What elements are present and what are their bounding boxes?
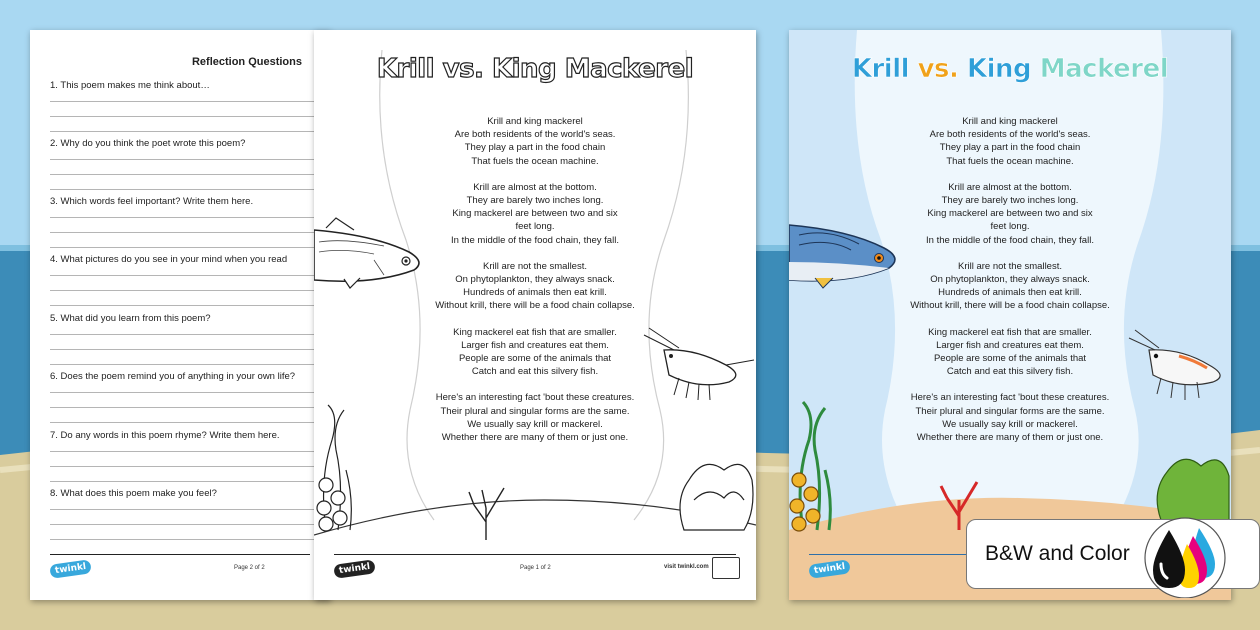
- poem-title: Krill vs. King Mackerel: [376, 54, 694, 84]
- question-3: 3. Which words feel important? Write them here.: [50, 196, 254, 207]
- answer-line: [50, 509, 330, 510]
- bw-and-color-badge: [966, 519, 1260, 589]
- title-word-krill: Krill: [851, 54, 910, 84]
- poem-line: Without krill, there will be a food chain collapse.: [435, 300, 635, 312]
- poem-line: Catch and eat this silvery fish.: [946, 366, 1074, 378]
- question-2: 2. Why do you think the poet wrote this poem?: [50, 138, 246, 149]
- poem-line: In the middle of the food chain, they fall.: [926, 234, 1094, 246]
- page-number: Page 2 of 2: [234, 565, 265, 571]
- stanza: [314, 260, 756, 313]
- coral-branch-outline-icon: [469, 488, 504, 540]
- answer-line: [50, 524, 330, 525]
- poem-line: People are some of the animals that: [458, 353, 612, 365]
- answer-line: [50, 451, 330, 452]
- poem-line: Whether there are many of them or just one.: [441, 432, 629, 444]
- answer-line: [50, 217, 330, 218]
- poem-title-color: [789, 54, 1231, 84]
- poem-line: Krill are almost at the bottom.: [473, 181, 597, 193]
- poem-line: feet long.: [515, 221, 555, 233]
- poem-line: Hundreds of animals then eat krill.: [938, 287, 1082, 299]
- poem-line: Here's an interesting fact 'bout these creatures.: [435, 392, 635, 404]
- poem-line: Their plural and singular forms are the same.: [440, 405, 630, 417]
- answer-line: [50, 392, 330, 393]
- poem-line: We usually say krill or mackerel.: [942, 418, 1078, 430]
- stanza: [789, 391, 1231, 444]
- poem-line: Krill are almost at the bottom.: [948, 181, 1072, 193]
- stanza: [789, 260, 1231, 313]
- stanza: [314, 326, 756, 379]
- poem-line: King mackerel are between two and six: [452, 208, 618, 220]
- poem-line: Their plural and singular forms are the same.: [915, 405, 1105, 417]
- title-word-vs: vs.: [917, 54, 959, 84]
- ink-drops-icon: [1135, 514, 1235, 598]
- title-word-king: King: [966, 54, 1032, 84]
- answer-line: [50, 131, 330, 132]
- question-4: 4. What pictures do you see in your mind when you read: [50, 254, 288, 265]
- coral-outline-icon: [317, 478, 347, 531]
- poem-line: Krill and king mackerel: [487, 116, 583, 127]
- poem-line: On phytoplankton, they always snack.: [455, 274, 615, 286]
- poem-line: feet long.: [990, 221, 1030, 233]
- answer-line: [50, 407, 330, 408]
- poem-line: They are barely two inches long.: [941, 195, 1079, 207]
- poem-text-color: [789, 115, 1231, 457]
- poem-line: Krill and king mackerel: [962, 116, 1058, 127]
- poem-line: People are some of the animals that: [933, 353, 1087, 365]
- poem-line: They play a part in the food chain: [464, 142, 606, 154]
- answer-line: [50, 174, 330, 175]
- stanza: [789, 181, 1231, 247]
- answer-line: [50, 189, 330, 190]
- stanza: [314, 391, 756, 444]
- poem-line: Larger fish and creatures eat them.: [461, 339, 609, 351]
- stanza: [789, 326, 1231, 379]
- poem-page-bw: [314, 30, 756, 600]
- poem-line: We usually say krill or mackerel.: [467, 418, 603, 430]
- footer-rule: [50, 554, 310, 555]
- page-number: Page 1 of 2: [520, 565, 551, 571]
- question-1: 1. This poem makes me think about…: [50, 80, 210, 91]
- poem-line: Hundreds of animals then eat krill.: [463, 287, 607, 299]
- twinkl-logo: twinkl: [333, 559, 376, 579]
- answer-line: [50, 159, 330, 160]
- poem-line: They are barely two inches long.: [466, 195, 604, 207]
- poem-line: That fuels the ocean machine.: [946, 155, 1074, 167]
- badge-icon: [712, 557, 740, 579]
- answer-line: [50, 290, 330, 291]
- twinkl-logo: twinkl: [808, 559, 851, 579]
- answer-line: [50, 232, 330, 233]
- stanza: [314, 115, 756, 168]
- poem-line: Are both residents of the world's seas.: [929, 129, 1091, 141]
- poem-line: King mackerel eat fish that are smaller.: [453, 326, 617, 338]
- answer-line: [50, 305, 330, 306]
- question-5: 5. What did you learn from this poem?: [50, 313, 211, 324]
- poem-line: That fuels the ocean machine.: [471, 155, 599, 167]
- answer-line: [50, 275, 330, 276]
- question-6: 6. Does the poem remind you of anything in your own life?: [50, 371, 296, 382]
- questions-title: Reflection Questions: [191, 56, 302, 68]
- answer-line: [50, 247, 330, 248]
- answer-line: [50, 481, 330, 482]
- poem-text: [314, 115, 756, 457]
- footer-rule: [334, 554, 736, 555]
- answer-line: [50, 101, 330, 102]
- answer-line: [50, 539, 330, 540]
- poem-line: Krill are not the smallest.: [482, 260, 587, 272]
- answer-line: [50, 116, 330, 117]
- poem-line: Whether there are many of them or just one.: [916, 432, 1104, 444]
- poem-line: Are both residents of the world's seas.: [454, 129, 616, 141]
- coral-bush-outline-icon: [680, 464, 753, 530]
- stanza: [789, 115, 1231, 168]
- answer-line: [50, 466, 330, 467]
- poem-line: On phytoplankton, they always snack.: [930, 274, 1090, 286]
- poem-line: Here's an interesting fact 'bout these creatures.: [910, 392, 1110, 404]
- answer-line: [50, 364, 330, 365]
- answer-line: [50, 334, 330, 335]
- visit-link: visit twinkl.com: [664, 564, 709, 570]
- question-8: 8. What does this poem make you feel?: [50, 488, 217, 499]
- answer-line: [50, 349, 330, 350]
- poem-line: Without krill, there will be a food chain collapse.: [910, 300, 1110, 312]
- answer-line: [50, 422, 330, 423]
- badge-label: B&W and Color: [985, 542, 1130, 565]
- poem-line: King mackerel are between two and six: [927, 208, 1093, 220]
- reflection-questions-page: [30, 30, 330, 600]
- poem-line: They play a part in the food chain: [939, 142, 1081, 154]
- question-7: 7. Do any words in this poem rhyme? Write them here.: [50, 430, 280, 441]
- twinkl-logo: twinkl: [49, 559, 92, 579]
- poem-line: King mackerel eat fish that are smaller.: [928, 326, 1092, 338]
- stanza: [314, 181, 756, 247]
- poem-line: Catch and eat this silvery fish.: [471, 366, 599, 378]
- title-word-mackerel: Mackerel: [1039, 54, 1169, 84]
- poem-line: Larger fish and creatures eat them.: [936, 339, 1084, 351]
- poem-line: In the middle of the food chain, they fall.: [451, 234, 619, 246]
- poem-line: Krill are not the smallest.: [957, 260, 1062, 272]
